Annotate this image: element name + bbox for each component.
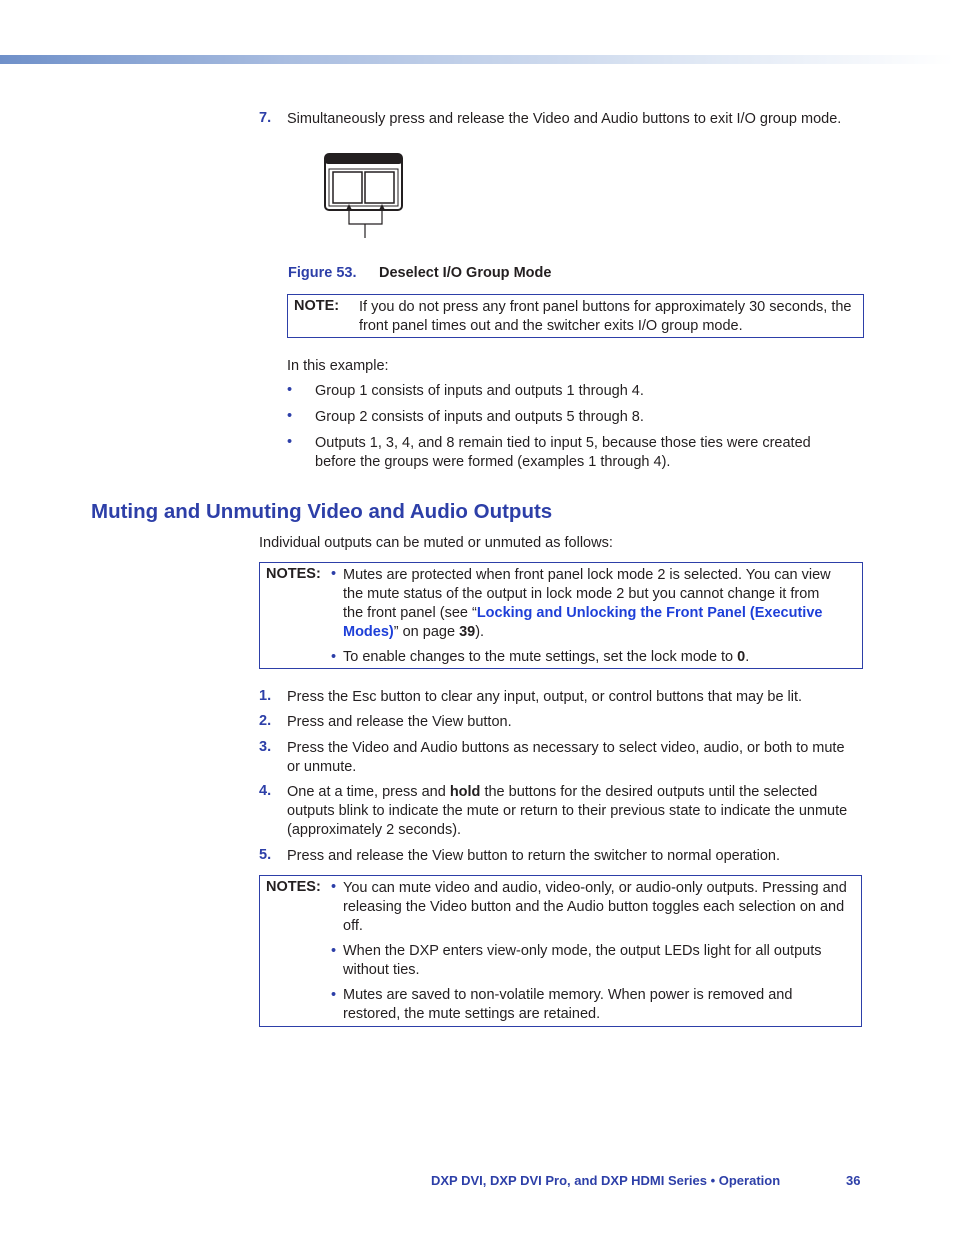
figure-label: Figure 53.: [288, 265, 357, 281]
notes-box-mute: [259, 875, 862, 1027]
footer-title: DXP DVI, DXP DVI Pro, and DXP HDMI Series • Operation: [431, 1173, 781, 1188]
bullet-icon: •: [331, 649, 337, 665]
example-bullet-3: Outputs 1, 3, 4, and 8 remain tied to input 5, because those ties were created before the groups were formed (examples 1 through 4).: [315, 435, 811, 470]
note-text: If you do not press any front panel buttons for approximately 30 seconds, the front panel times out and the switcher exits I/O group mode.: [359, 299, 852, 334]
example-intro: In this example:: [287, 358, 389, 374]
front-panel-buttons-diagram: [320, 150, 410, 240]
note-label: NOTE:: [294, 298, 340, 314]
bullet-icon: •: [287, 434, 293, 450]
figure-title: Deselect I/O Group Mode: [379, 265, 552, 281]
notes-bullet-memory: Mutes are saved to non-volatile memory. When power is removed and restored, the mute settings are retained.: [343, 987, 793, 1022]
bullet-icon: •: [331, 987, 337, 1003]
step-4-number: 4.: [259, 783, 272, 799]
step-5-number: 5.: [259, 847, 272, 863]
step-7-text: Simultaneously press and release the Video and Audio buttons to exit I/O group mode.: [287, 111, 842, 127]
step-5-text: Press and release the View button to return the switcher to normal operation.: [287, 848, 781, 864]
step-2-number: 2.: [259, 713, 272, 729]
section-intro: Individual outputs can be muted or unmuted as follows:: [259, 535, 613, 551]
locking-front-panel-link[interactable]: Locking and Unlocking the Front Panel (Executive Modes): [343, 605, 823, 640]
bullet-icon: •: [331, 566, 337, 582]
video-button-shape: [333, 172, 362, 203]
example-bullet-1: Group 1 consists of inputs and outputs 1 through 4.: [315, 383, 644, 399]
step-3-text: Press the Video and Audio buttons as necessary to select video, audio, or both to mute or unmute.: [287, 740, 845, 775]
example-bullet-2: Group 2 consists of inputs and outputs 5 through 8.: [315, 409, 644, 425]
notes-bullet-lock-mode: Mutes are protected when front panel lock mode 2 is selected. You can view the mute status of the output in lock mode 2 but you cannot change it from the front panel (see “Locking and Unlocking the Front Panel (Executive Modes)” on page 39).: [343, 567, 831, 640]
step-7-number: 7.: [259, 110, 272, 126]
bullet-icon: •: [287, 382, 293, 398]
notes-box-lock: [259, 562, 863, 669]
notes-label: NOTES:: [266, 566, 321, 582]
notes-label: NOTES:: [266, 879, 321, 895]
audio-button-shape: [365, 172, 394, 203]
bullet-icon: •: [287, 408, 293, 424]
step-4-text: One at a time, press and hold the buttons for the desired outputs until the selected outputs blink to indicate the mute or return to their previous state to indicate the unmute (approximately 2 seconds).: [287, 784, 848, 838]
page-number: 36: [846, 1173, 861, 1188]
bullet-icon: •: [331, 943, 337, 959]
notes-bullet-lock-zero: To enable changes to the mute settings, set the lock mode to 0.: [343, 649, 750, 665]
header-gradient-bar: [0, 55, 954, 64]
note-box: [287, 294, 864, 338]
step-3-number: 3.: [259, 739, 272, 755]
bullet-icon: •: [331, 879, 337, 895]
section-heading: Muting and Unmuting Video and Audio Outputs: [91, 500, 553, 523]
step-2-text: Press and release the View button.: [287, 714, 512, 730]
step-1-number: 1.: [259, 688, 272, 704]
step-1-text: Press the Esc button to clear any input, output, or control buttons that may be lit.: [287, 689, 803, 705]
notes-bullet-view-only: When the DXP enters view-only mode, the output LEDs light for all outputs without ties.: [343, 943, 822, 978]
notes-bullet-mute-types: You can mute video and audio, video-only, or audio-only outputs. Pressing and releasing the Video button and the Audio button toggles each selection on and off.: [343, 880, 847, 934]
